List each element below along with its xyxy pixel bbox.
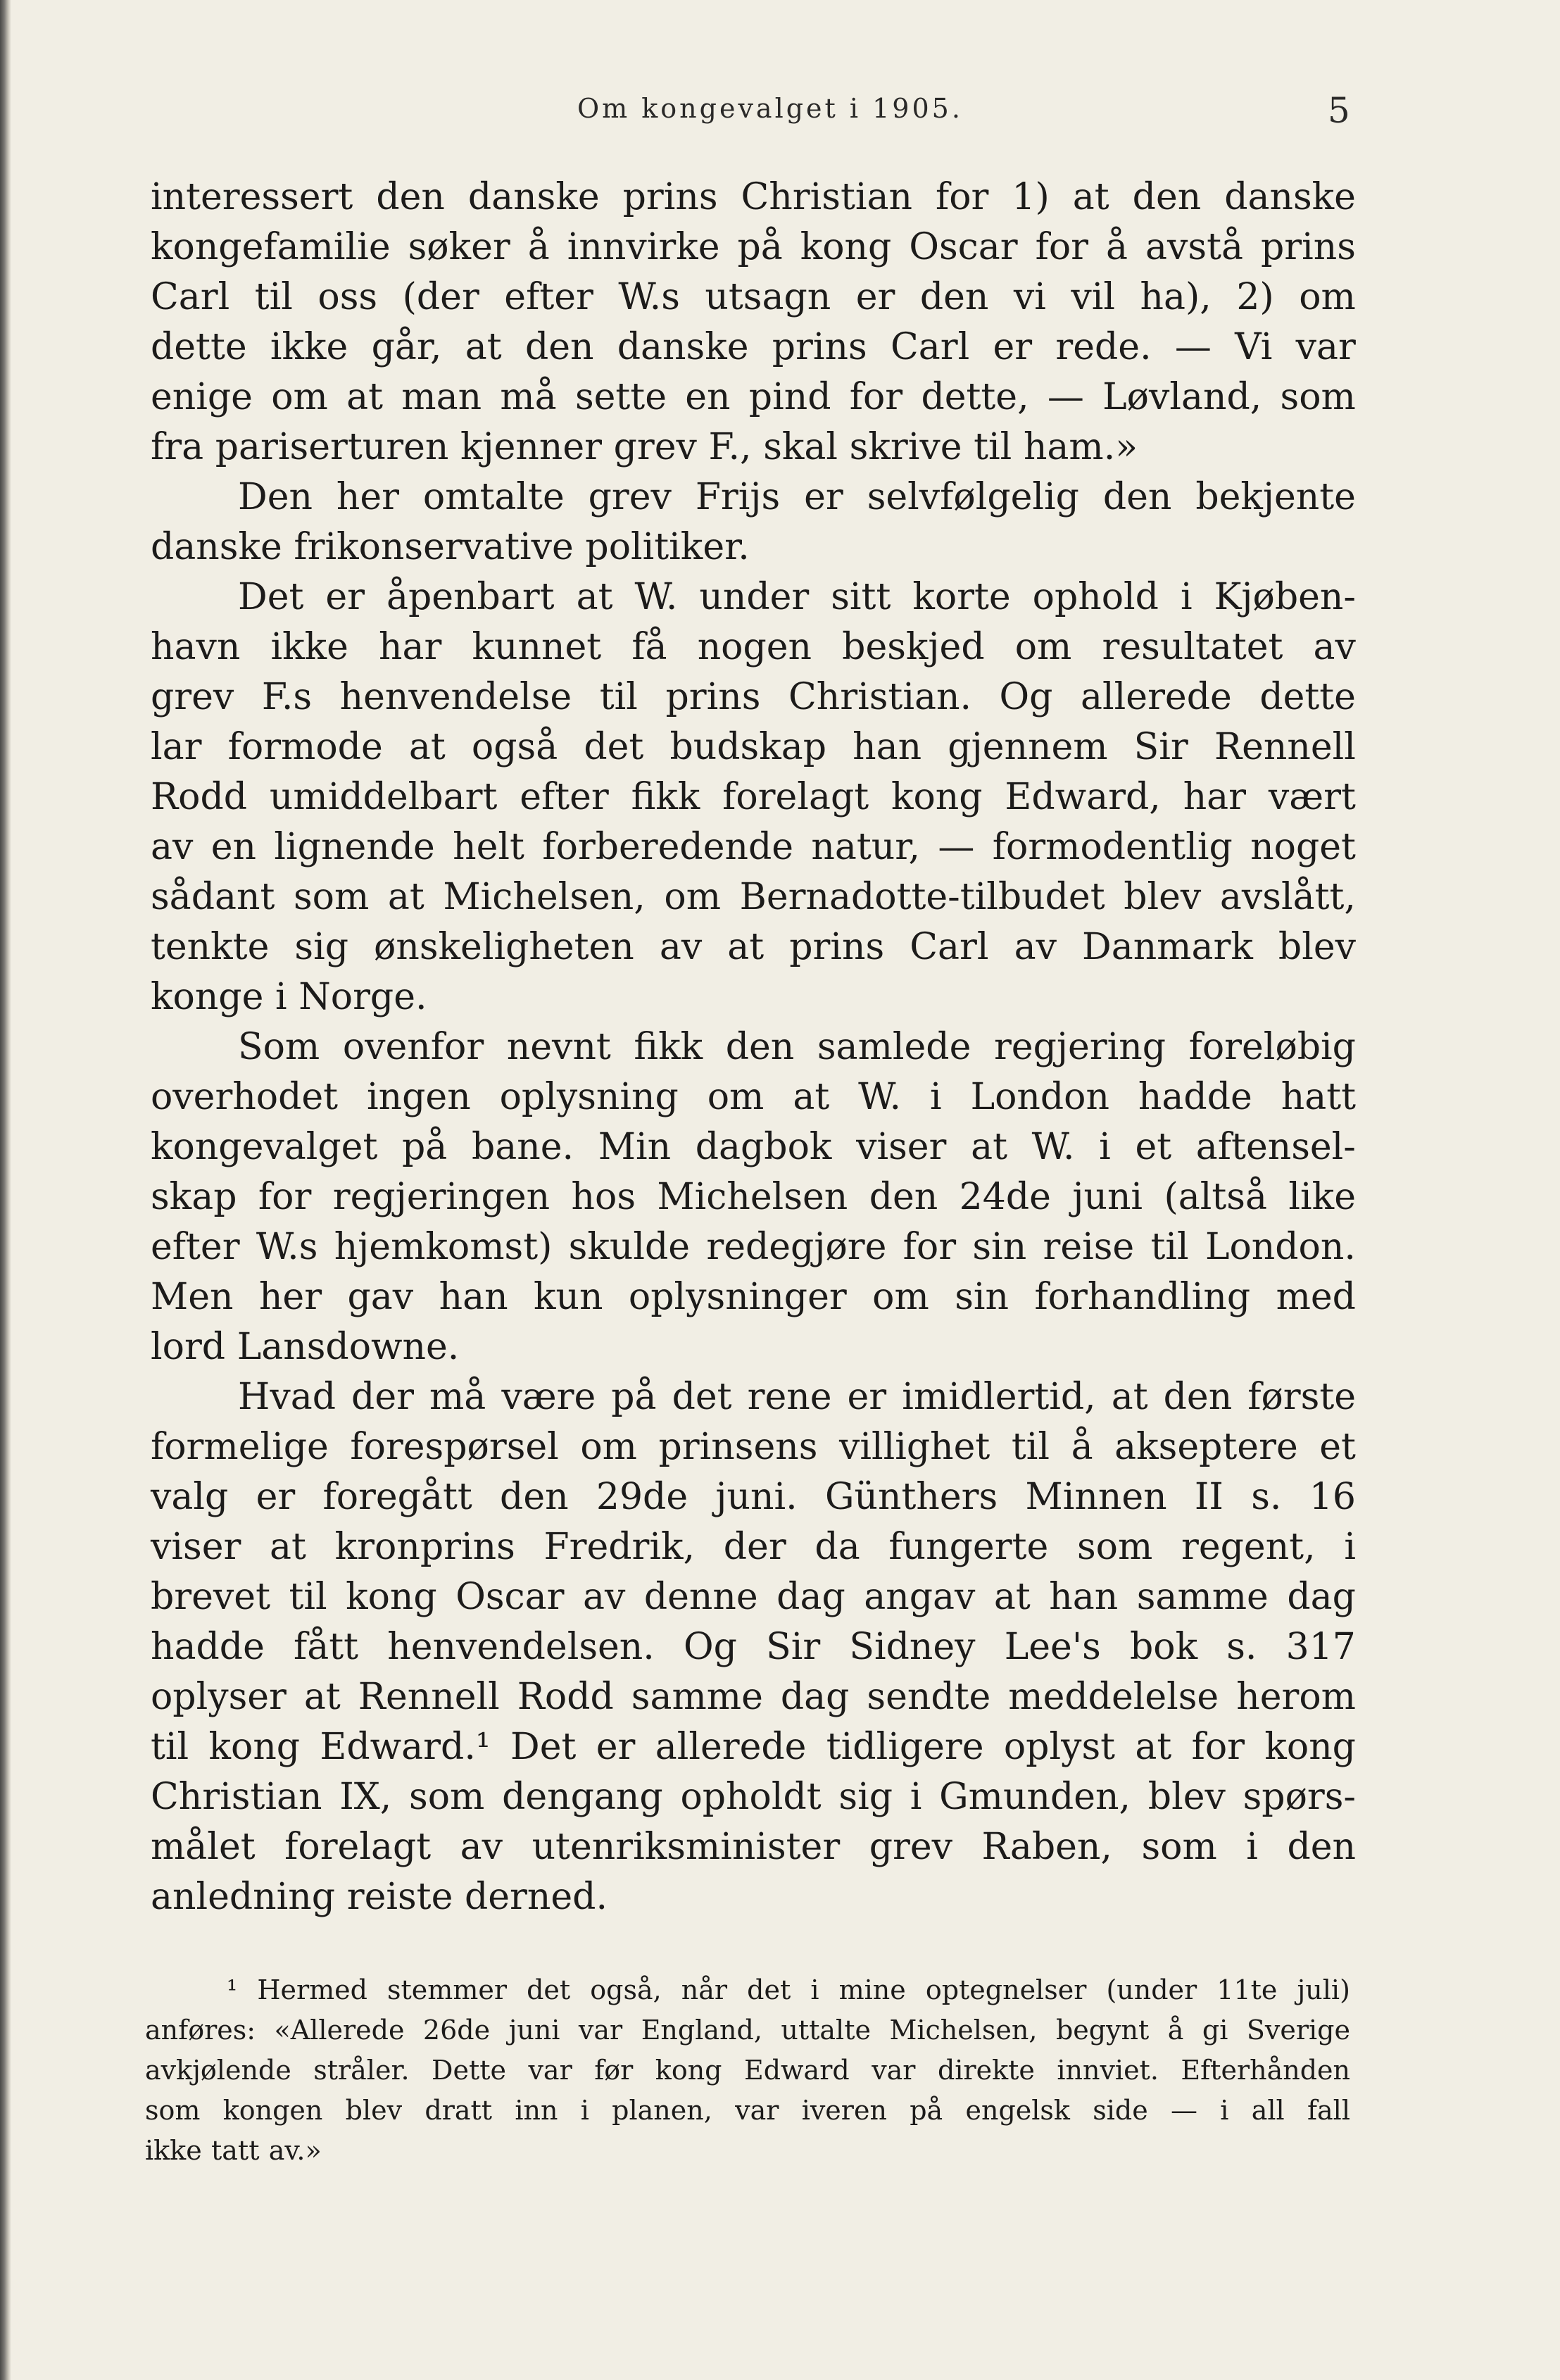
footnote-line: som kongen blev dratt inn i planen, var iveren på engelsk side — i all fall <box>145 2095 1350 2126</box>
body-line: havn ikke har kunnet få nogen beskjed om resultatet av <box>151 626 1356 668</box>
paragraph-start-line: Som ovenfor nevnt fikk den samlede regjering foreløbig <box>238 1026 1356 1068</box>
page-header <box>0 90 1560 132</box>
body-line: fra pariserturen kjenner grev F., skal skrive til ham.» <box>151 426 1138 468</box>
body-line: brevet til kong Oscar av denne dag angav at han samme dag <box>151 1576 1356 1618</box>
page-binding-edge <box>0 0 11 2380</box>
body-line: grev F.s henvendelse til prins Christian. Og allerede dette <box>151 676 1356 718</box>
paragraph-start-line: Hvad der må være på det rene er imidlertid, at den første <box>238 1376 1356 1418</box>
footnote-line: avkjølende stråler. Dette var før kong Edward var direkte innviet. Efterhånden <box>145 2055 1350 2086</box>
body-line: tenkte sig ønskeligheten av at prins Carl av Danmark blev <box>151 926 1356 968</box>
body-line: hadde fått henvendelsen. Og Sir Sidney Lee's bok s. 317 <box>151 1626 1356 1668</box>
body-text <box>151 173 1356 1922</box>
body-line: oplyser at Rennell Rodd samme dag sendte meddelelse herom <box>151 1676 1356 1718</box>
running-title: Om kongevalget i 1905. <box>577 93 963 124</box>
footnote-line: anføres: «Allerede 26de juni var England, uttalte Michelsen, begynt å gi Sverige <box>145 2015 1350 2046</box>
body-line: viser at kronprins Fredrik, der da fungerte som regent, i <box>151 1526 1356 1568</box>
body-line: målet forelagt av utenriksminister grev Raben, som i den <box>151 1826 1356 1868</box>
body-line: til kong Edward.¹ Det er allerede tidligere oplyst at for kong <box>151 1726 1356 1768</box>
body-line: kongevalget på bane. Min dagbok viser at W. i et aftensel- <box>151 1126 1356 1168</box>
page-number: 5 <box>1328 90 1350 131</box>
body-line: Men her gav han kun oplysninger om sin forhandling med <box>151 1276 1356 1318</box>
paragraph-start-line: Den her omtalte grev Frijs er selvfølgelig den bekjente <box>238 476 1356 518</box>
body-line: interessert den danske prins Christian for 1) at den danske <box>151 176 1356 218</box>
footnote-line: ¹ Hermed stemmer det også, når det i mine optegnelser (under 11te juli) <box>227 1974 1350 2005</box>
body-line: danske frikonservative politiker. <box>151 526 750 568</box>
body-line: valg er foregått den 29de juni. Günthers Minnen II s. 16 <box>151 1476 1356 1518</box>
body-line: kongefamilie søker å innvirke på kong Oscar for å avstå prins <box>151 226 1356 268</box>
body-line: Christian IX, som dengang opholdt sig i Gmunden, blev spørs- <box>151 1776 1356 1818</box>
body-line: sådant som at Michelsen, om Bernadotte-tilbudet blev avslått, <box>151 876 1356 918</box>
body-line: efter W.s hjemkomst) skulde redegjøre for sin reise til London. <box>151 1226 1356 1268</box>
body-line: dette ikke går, at den danske prins Carl er rede. — Vi var <box>151 326 1356 368</box>
body-line: enige om at man må sette en pind for dette, — Løvland, som <box>151 376 1356 418</box>
body-line: Carl til oss (der efter W.s utsagn er den vi vil ha), 2) om <box>151 276 1356 318</box>
paragraph-start-line: Det er åpenbart at W. under sitt korte ophold i Kjøben- <box>238 576 1356 618</box>
footnote-line: ikke tatt av.» <box>145 2135 322 2166</box>
body-line: skap for regjeringen hos Michelsen den 24de juni (altså like <box>151 1176 1356 1218</box>
body-line: overhodet ingen oplysning om at W. i London hadde hatt <box>151 1076 1356 1118</box>
body-line: formelige forespørsel om prinsens villighet til å akseptere et <box>151 1426 1356 1468</box>
body-line: av en lignende helt forberedende natur, — formodentlig noget <box>151 826 1356 868</box>
body-line: lar formode at også det budskap han gjennem Sir Rennell <box>151 726 1356 768</box>
body-line: konge i Norge. <box>151 976 427 1018</box>
body-line: anledning reiste derned. <box>151 1876 608 1918</box>
body-line: lord Lansdowne. <box>151 1326 460 1368</box>
footnotes <box>145 1970 1350 2171</box>
body-line: Rodd umiddelbart efter fikk forelagt kong Edward, har vært <box>151 776 1356 818</box>
